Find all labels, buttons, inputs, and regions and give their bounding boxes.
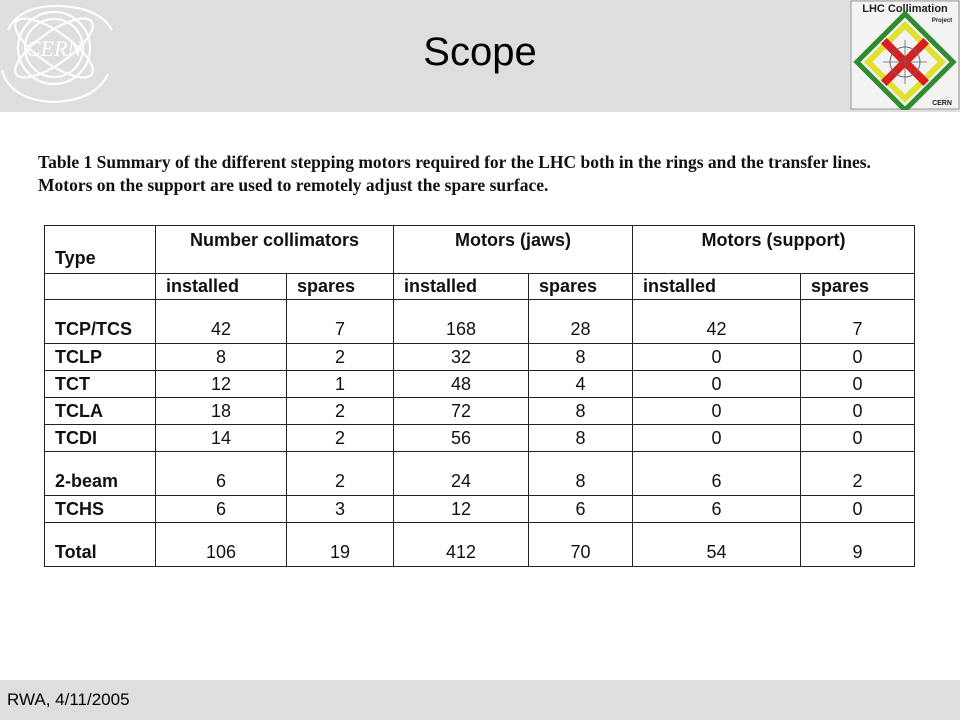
col-group-motors-jaws: Motors (jaws) bbox=[394, 226, 633, 274]
row-type-label: TCT bbox=[45, 371, 156, 398]
table-cell: 8 bbox=[529, 398, 633, 425]
table-cell: 106 bbox=[156, 523, 287, 567]
table-cell: 0 bbox=[801, 371, 915, 398]
row-type-label: TCLA bbox=[45, 398, 156, 425]
col-header-type: Type bbox=[45, 226, 156, 274]
table-cell: 19 bbox=[287, 523, 394, 567]
table-cell: 3 bbox=[287, 496, 394, 523]
table-cell: 32 bbox=[394, 344, 529, 371]
subheader-cell: spares bbox=[287, 274, 394, 300]
table-row-total bbox=[45, 523, 915, 567]
table-cell: 2 bbox=[801, 452, 915, 496]
table-cell: 12 bbox=[394, 496, 529, 523]
table-cell: 168 bbox=[394, 300, 529, 344]
slide-footer bbox=[0, 680, 960, 720]
subheader-cell: installed bbox=[394, 274, 529, 300]
table-cell: 6 bbox=[156, 452, 287, 496]
table-cell: 8 bbox=[529, 425, 633, 452]
table-row bbox=[45, 398, 915, 425]
table-cell: 4 bbox=[529, 371, 633, 398]
row-type-label: TCDI bbox=[45, 425, 156, 452]
table-cell: 18 bbox=[156, 398, 287, 425]
table-row bbox=[45, 425, 915, 452]
table-cell: 54 bbox=[633, 523, 801, 567]
subheader-cell: spares bbox=[529, 274, 633, 300]
row-type-label: TCHS bbox=[45, 496, 156, 523]
col-group-motors-support: Motors (support) bbox=[633, 226, 915, 274]
table-cell: 72 bbox=[394, 398, 529, 425]
page-title: Scope bbox=[423, 30, 537, 74]
col-group-number-collimators: Number collimators bbox=[156, 226, 394, 274]
table-cell: 412 bbox=[394, 523, 529, 567]
slide-header bbox=[0, 0, 960, 112]
table-cell: 14 bbox=[156, 425, 287, 452]
table-cell: 0 bbox=[633, 344, 801, 371]
table-cell: 1 bbox=[287, 371, 394, 398]
table-cell: 7 bbox=[287, 300, 394, 344]
row-type-label: TCLP bbox=[45, 344, 156, 371]
subheader-blank bbox=[45, 274, 156, 300]
table-cell: 7 bbox=[801, 300, 915, 344]
table-cell: 0 bbox=[633, 371, 801, 398]
table-cell: 70 bbox=[529, 523, 633, 567]
table-header-row bbox=[45, 226, 915, 274]
lhc-collimation-logo bbox=[850, 0, 960, 110]
row-type-label: 2-beam bbox=[45, 452, 156, 496]
table-cell: 12 bbox=[156, 371, 287, 398]
table-cell: 2 bbox=[287, 425, 394, 452]
table-cell: 6 bbox=[156, 496, 287, 523]
table-cell: 28 bbox=[529, 300, 633, 344]
table-cell: 8 bbox=[156, 344, 287, 371]
table-cell: 2 bbox=[287, 398, 394, 425]
table-cell: 2 bbox=[287, 344, 394, 371]
table-row bbox=[45, 300, 915, 344]
stepping-motors-table bbox=[44, 225, 915, 567]
table-cell: 0 bbox=[801, 425, 915, 452]
table-container bbox=[44, 225, 915, 567]
table-cell: 9 bbox=[801, 523, 915, 567]
table-cell: 24 bbox=[394, 452, 529, 496]
table-row bbox=[45, 496, 915, 523]
table-cell: 0 bbox=[633, 425, 801, 452]
table-row bbox=[45, 371, 915, 398]
project-logo-title: LHC Collimation bbox=[862, 3, 948, 15]
table-cell: 6 bbox=[633, 496, 801, 523]
row-type-label: Total bbox=[45, 523, 156, 567]
table-cell: 0 bbox=[801, 496, 915, 523]
footer-text: RWA, 4/11/2005 bbox=[7, 690, 130, 709]
subheader-cell: installed bbox=[156, 274, 287, 300]
project-logo-org: CERN bbox=[932, 100, 952, 107]
table-cell: 56 bbox=[394, 425, 529, 452]
row-type-label: TCP/TCS bbox=[45, 300, 156, 344]
subheader-cell: spares bbox=[801, 274, 915, 300]
table-caption: Table 1 Summary of the different stepping motors required for the LHC both in the rings and the transfer lines. Motors on the support are used to remotely adjust the spare surface. bbox=[38, 152, 871, 195]
table-cell: 8 bbox=[529, 452, 633, 496]
table-cell: 0 bbox=[633, 398, 801, 425]
table-cell: 6 bbox=[529, 496, 633, 523]
table-row bbox=[45, 344, 915, 371]
project-logo-sub: Project bbox=[931, 18, 953, 24]
subheader-cell: installed bbox=[633, 274, 801, 300]
table-cell: 0 bbox=[801, 344, 915, 371]
table-row bbox=[45, 452, 915, 496]
table-subheader-row bbox=[45, 274, 915, 300]
table-cell: 8 bbox=[529, 344, 633, 371]
table-cell: 42 bbox=[156, 300, 287, 344]
table-cell: 0 bbox=[801, 398, 915, 425]
cern-logo-text: CERN bbox=[25, 36, 83, 61]
table-cell: 48 bbox=[394, 371, 529, 398]
table-cell: 6 bbox=[633, 452, 801, 496]
table-cell: 2 bbox=[287, 452, 394, 496]
table-cell: 42 bbox=[633, 300, 801, 344]
